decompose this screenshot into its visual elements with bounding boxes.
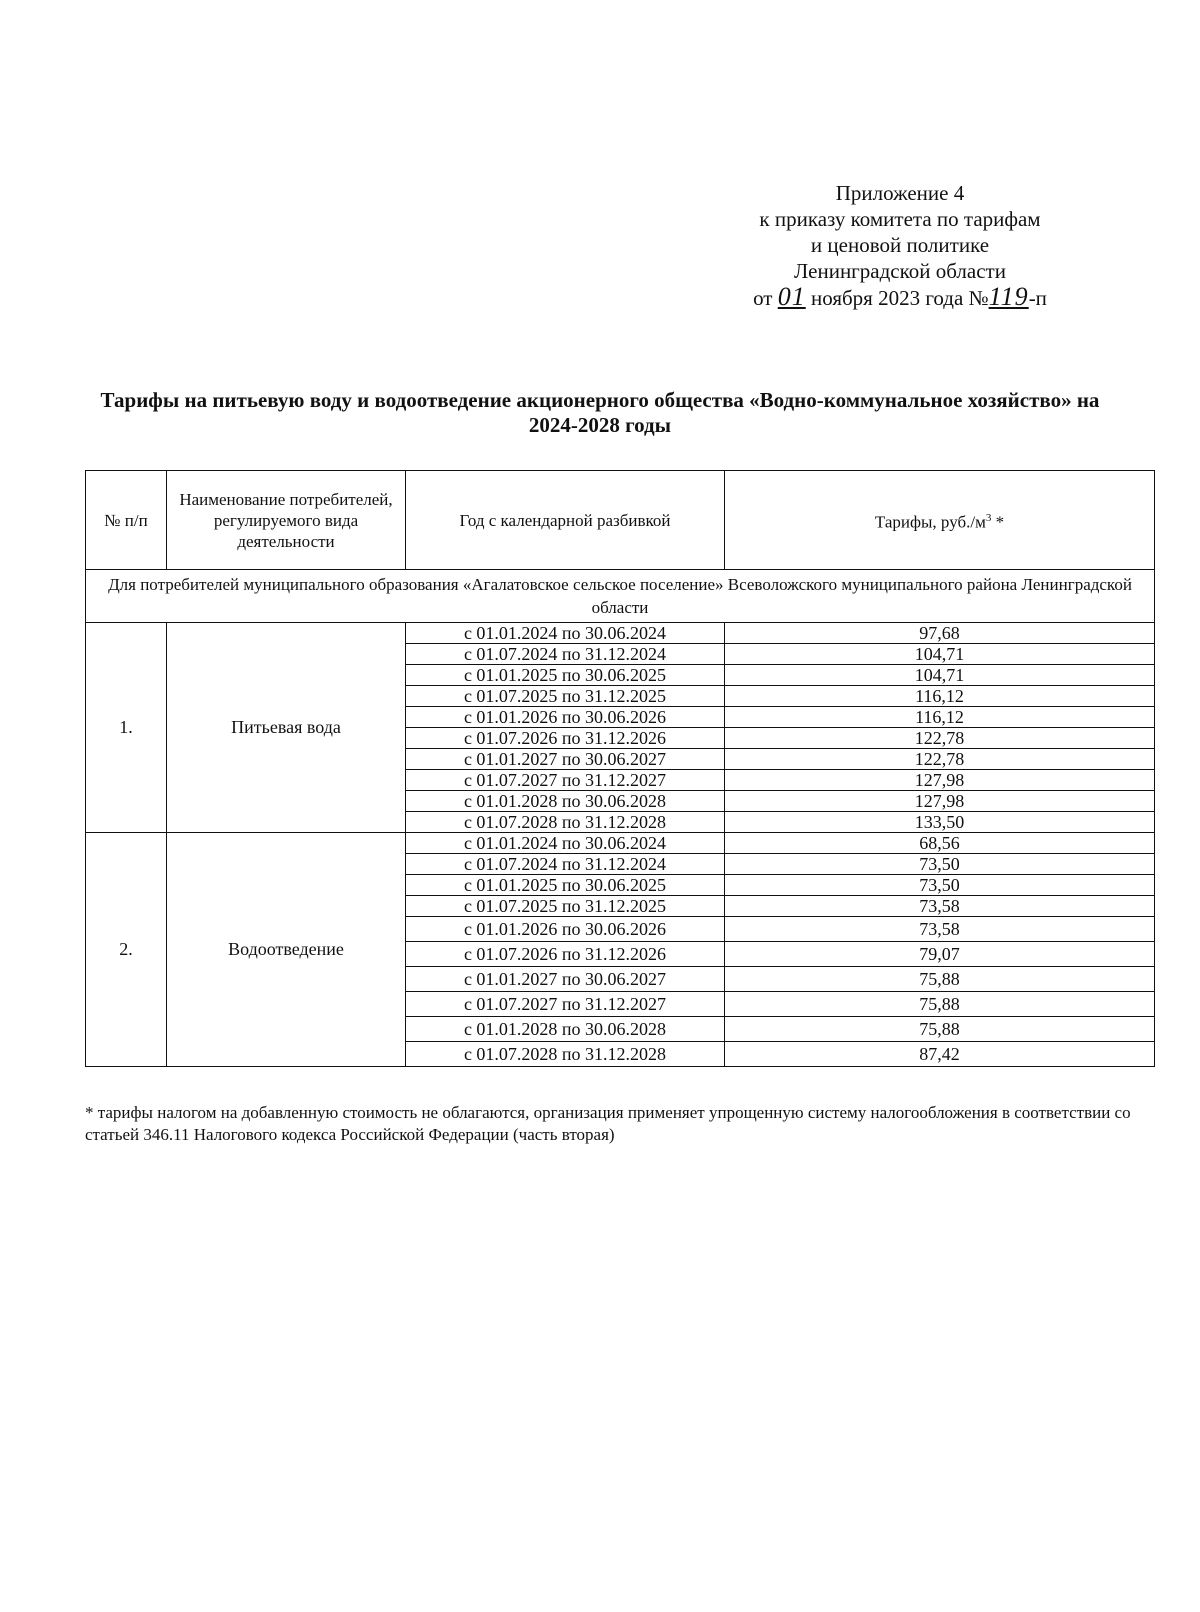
appendix-line-3: и ценовой политике [810,233,990,257]
period-cell: с 01.01.2028 по 30.06.2028 [406,1017,725,1042]
period-cell: с 01.07.2026 по 31.12.2026 [406,728,725,749]
appendix-line-4: Ленинградской области [794,259,1006,283]
period-cell: с 01.07.2027 по 31.12.2027 [406,770,725,791]
header-name: Наименование потребителей, регулируемого вида деятельности [167,471,406,570]
tariff-cell: 122,78 [725,728,1155,749]
tariff-cell: 122,78 [725,749,1155,770]
tariff-cell: 127,98 [725,770,1155,791]
section-row [86,570,1155,623]
group-number: 2. [86,833,167,1067]
tariff-cell: 75,88 [725,967,1155,992]
tariff-cell: 133,50 [725,812,1155,833]
appendix-header [700,180,1100,311]
tariff-cell: 87,42 [725,1042,1155,1067]
period-cell: с 01.01.2028 по 30.06.2028 [406,791,725,812]
tariff-cell: 127,98 [725,791,1155,812]
period-cell: с 01.07.2027 по 31.12.2027 [406,992,725,1017]
tariff-table [85,470,1155,1067]
period-cell: с 01.07.2026 по 31.12.2026 [406,942,725,967]
tariff-cell: 73,50 [725,875,1155,896]
tariff-cell: 97,68 [725,623,1155,644]
tariff-cell: 116,12 [725,686,1155,707]
period-cell: с 01.01.2025 по 30.06.2025 [406,665,725,686]
period-cell: с 01.01.2024 по 30.06.2024 [406,833,725,854]
period-cell: с 01.01.2026 по 30.06.2026 [406,707,725,728]
appendix-line-2: к приказу комитета по тарифам [759,207,1041,231]
tariff-cell: 75,88 [725,1017,1155,1042]
period-cell: с 01.01.2026 по 30.06.2026 [406,917,725,942]
tariff-cell: 73,50 [725,854,1155,875]
group-name: Питьевая вода [167,623,406,833]
header-row [86,471,1155,570]
period-cell: с 01.01.2027 по 30.06.2027 [406,749,725,770]
group-number: 1. [86,623,167,833]
header-tariff: Тарифы, $руб./м^3$ * [725,471,1155,570]
tariff-cell: 104,71 [725,644,1155,665]
tariff-cell: 79,07 [725,942,1155,967]
period-cell: с 01.07.2025 по 31.12.2025 [406,896,725,917]
order-date-line [700,284,1100,311]
tariff-cell: 73,58 [725,896,1155,917]
date-prefix: от [753,286,773,310]
period-cell: с 01.01.2025 по 30.06.2025 [406,875,725,896]
table-row [86,833,1155,854]
tariff-cell: 116,12 [725,707,1155,728]
order-suffix: -п [1028,286,1047,310]
period-cell: с 01.01.2027 по 30.06.2027 [406,967,725,992]
table-row [86,623,1155,644]
order-day: 01 [777,282,806,311]
period-cell: с 01.07.2024 по 31.12.2024 [406,854,725,875]
footnote: * тарифы налогом на добавленную стоимость не облагаются, организация применяет упрощенную систему налогообложения в соответствии со статьей 346.11 Налогового кодекса Российской Федерации (часть вторая) [85,1103,1131,1144]
appendix-line-1: Приложение 4 [835,181,965,205]
period-cell: с 01.01.2024 по 30.06.2024 [406,623,725,644]
order-number: 119 [988,282,1029,311]
tariff-cell: 68,56 [725,833,1155,854]
header-num: № п/п [86,471,167,570]
section-title: Для потребителей муниципального образования «Агалатовское сельское поселение» Всеволожского муниципального района Ленинградской области [86,570,1155,623]
header-period: Год с календарной разбивкой [406,471,725,570]
period-cell: с 01.07.2028 по 31.12.2028 [406,812,725,833]
tariff-cell: 104,71 [725,665,1155,686]
group-name: Водоотведение [167,833,406,1067]
document-title: Тарифы на питьевую воду и водоотведение акционерного общества «Водно-коммунальное хозяйство» на 2024-2028 годы [100,388,1100,437]
period-cell: с 01.07.2024 по 31.12.2024 [406,644,725,665]
period-cell: с 01.07.2028 по 31.12.2028 [406,1042,725,1067]
date-middle: ноября 2023 года № [810,286,989,310]
period-cell: с 01.07.2025 по 31.12.2025 [406,686,725,707]
tariff-cell: 73,58 [725,917,1155,942]
tariff-cell: 75,88 [725,992,1155,1017]
